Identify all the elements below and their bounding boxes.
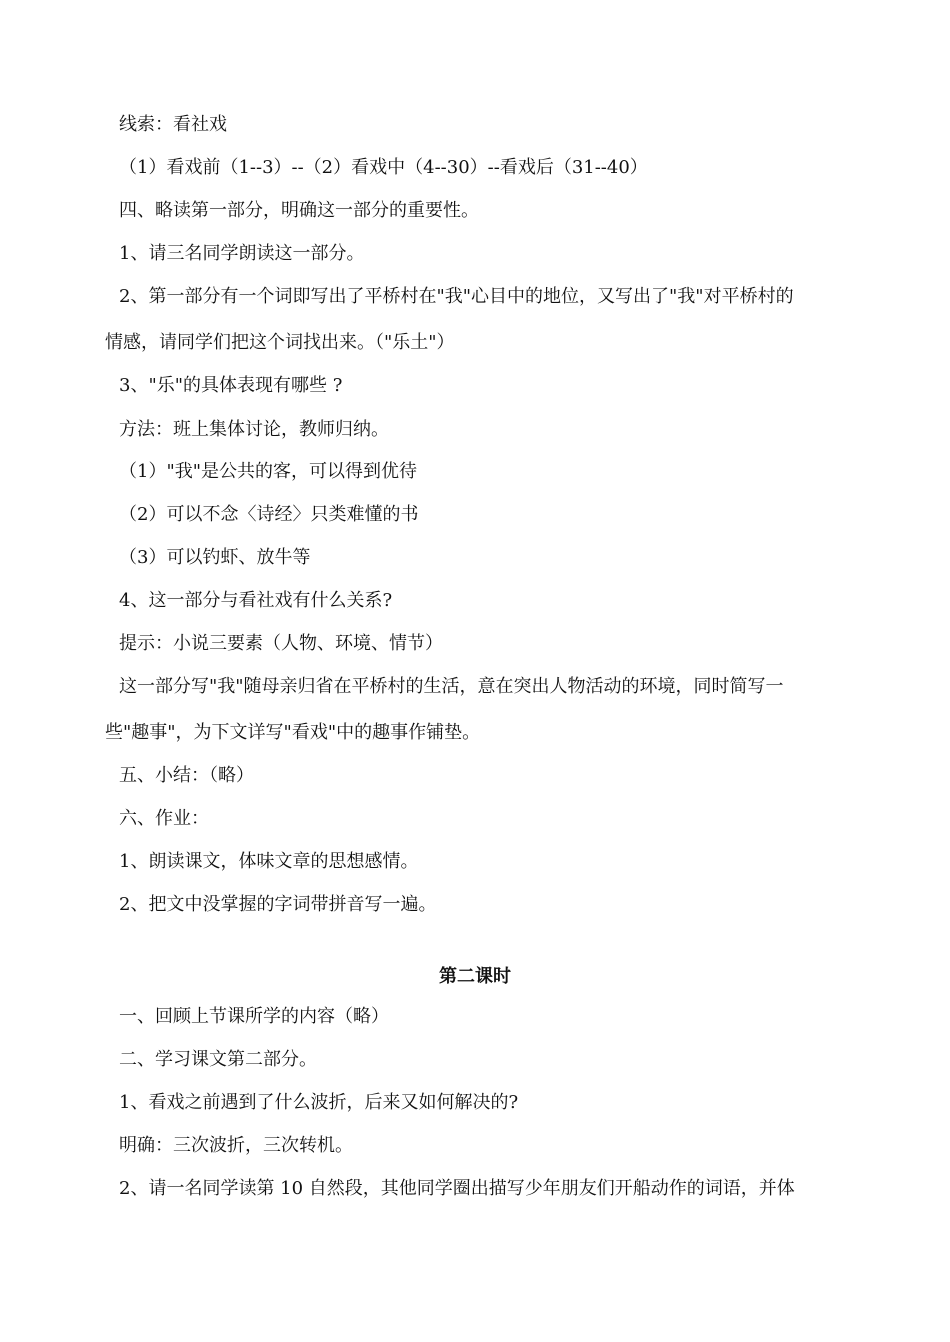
text-line-summary: 五、小结：（略） [119,765,254,786]
text-line-point-2: （2）可以不念〈诗经〉只类难懂的书 [119,504,419,525]
section-heading: 第二课时 [439,966,511,987]
text-line-outline: （1）看戏前（1--3）--（2）看戏中（4--30）--看戏后（31--40） [119,157,648,178]
text-line-item-2b: 情感，请同学们把这个词找出来。（"乐土"） [105,332,455,353]
text-line-point-1: （1）"我"是公共的客，可以得到优待 [119,461,418,482]
text-line-hint: 提示：小说三要素（人物、环境、情节） [119,633,443,654]
text-line-review: 一、回顾上节课所学的内容（略） [119,1006,389,1027]
text-line-section-four: 四、略读第一部分，明确这一部分的重要性。 [119,200,479,221]
text-line-question-2: 2、请一名同学读第 10 自然段，其他同学圈出描写少年朋友们开船动作的词语，并体 [119,1178,795,1199]
text-line-para-b: 些"趣事"，为下文详写"看戏"中的趣事作铺垫。 [105,722,481,743]
text-line-question-1: 1、看戏之前遇到了什么波折，后来又如何解决的? [119,1092,519,1113]
text-line-item-1: 1、请三名同学朗读这一部分。 [119,243,365,264]
text-line-clue: 线索：看社戏 [119,114,227,135]
text-line-point-3: （3）可以钓虾、放牛等 [119,547,311,568]
text-line-part-two: 二、学习课文第二部分。 [119,1049,317,1070]
text-line-item-2a: 2、第一部分有一个词即写出了平桥村在"我"心目中的地位，又写出了"我"对平桥村的 [119,286,794,307]
text-line-homework: 六、作业： [119,808,209,829]
text-line-method: 方法：班上集体讨论，教师归纳。 [119,419,389,440]
text-line-para-a: 这一部分写"我"随母亲归省在平桥村的生活，意在突出人物活动的环境，同时简写一 [119,676,784,697]
text-line-homework-1: 1、朗读课文，体味文章的思想感情。 [119,851,419,872]
text-line-homework-2: 2、把文中没掌握的字词带拼音写一遍。 [119,894,437,915]
text-line-item-3: 3、"乐"的具体表现有哪些 ? [119,375,343,396]
text-line-item-4: 4、这一部分与看社戏有什么关系? [119,590,393,611]
text-line-answer: 明确：三次波折，三次转机。 [119,1135,353,1156]
